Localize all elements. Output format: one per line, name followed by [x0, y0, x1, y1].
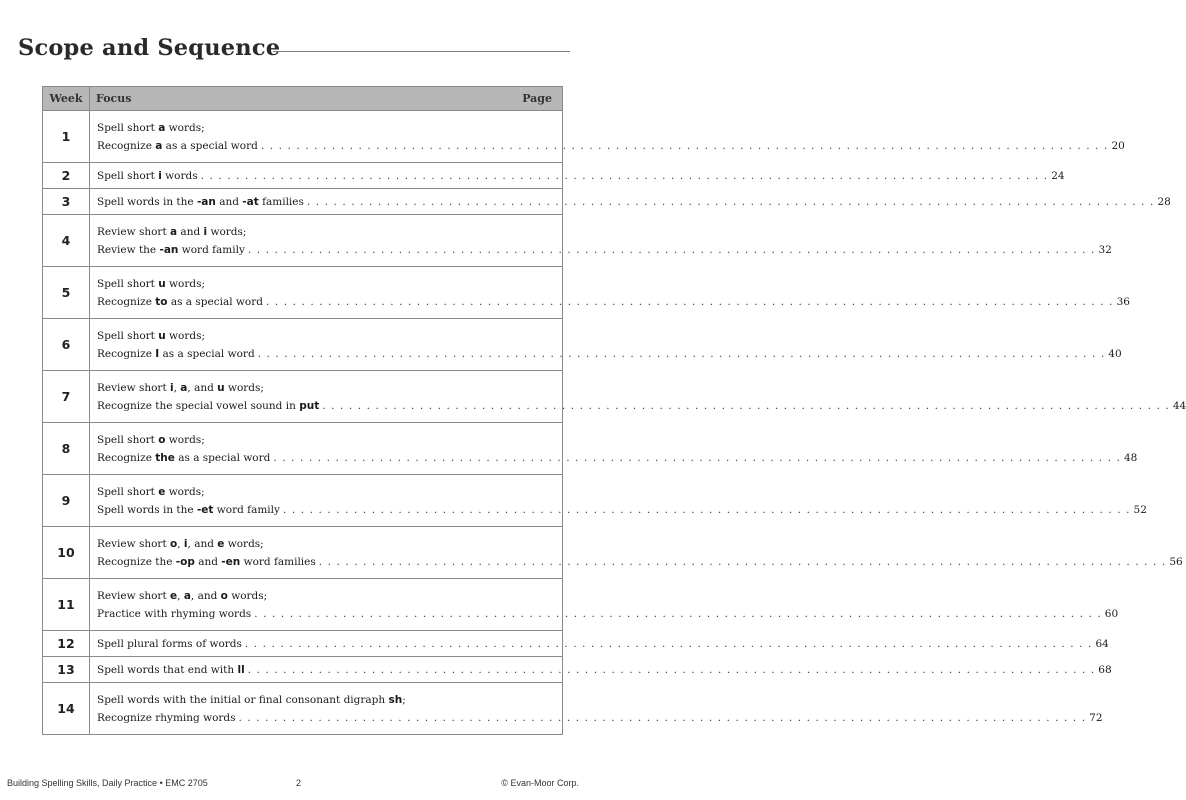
dot-leader: . . . . . . . . . . . . . . . . . . . . . . . . . . . . . . . . . . . . . . . . . . . . . . . . . . . . . . . . . . . . . . . . . . . . . . . . . . . . . . . . . . . . . . . . . . . . . . . . [254, 607, 1102, 620]
table-row [43, 527, 563, 579]
focus-text-part: Recognize [97, 139, 156, 152]
focus-text [97, 293, 263, 311]
focus-text [97, 137, 258, 155]
focus-text [97, 605, 251, 623]
focus-keyword: a [183, 589, 191, 602]
focus-cell [90, 631, 1109, 657]
focus-line [97, 275, 553, 293]
focus-line [97, 137, 1125, 155]
page-number: 32 [1098, 243, 1112, 256]
focus-keyword: o [158, 433, 166, 446]
week-number: 10 [43, 527, 90, 579]
dot-leader: . . . . . . . . . . . . . . . . . . . . . . . . . . . . . . . . . . . . . . . . . . . . . . . . . . . . . . . . . . . . . . . . . . . . . . . . . . . . . . . . . . . . . . . . . . . . . . . . [200, 169, 1049, 182]
focus-cell [90, 319, 1122, 371]
focus-text-part: Spell short [97, 433, 159, 446]
page-number: 20 [1111, 139, 1125, 152]
table-row [43, 111, 563, 163]
focus-line [97, 535, 553, 553]
focus-text-part: as a special word [174, 451, 271, 464]
focus-keyword: -at [242, 195, 259, 208]
focus-cell [90, 111, 1125, 163]
page-number: 24 [1051, 169, 1065, 182]
focus-text [97, 709, 236, 727]
focus-text-part: Spell words that end with [97, 663, 238, 676]
focus-keyword: to [155, 295, 168, 308]
focus-text-part: Review short [97, 589, 170, 602]
table-row [43, 579, 563, 631]
footer-page-number: 2 [296, 778, 302, 788]
page-number: 48 [1123, 451, 1138, 464]
focus-keyword: put [299, 399, 320, 412]
focus-keyword: e [158, 485, 166, 498]
focus-cell [90, 475, 1147, 527]
focus-keyword: u [158, 277, 166, 290]
focus-keyword: e [170, 589, 178, 602]
focus-text [97, 241, 245, 259]
focus-text-part: as a special word [167, 295, 263, 308]
table-row [43, 319, 563, 371]
focus-text-part: and [194, 555, 222, 568]
focus-text-part: Review short [97, 225, 170, 238]
focus-text [97, 345, 255, 363]
focus-text [97, 275, 205, 293]
week-number: 5 [43, 267, 90, 319]
focus-text-part: words; [165, 485, 205, 498]
focus-keyword: a [180, 381, 188, 394]
focus-text-part: and [177, 225, 204, 238]
table-row [43, 657, 563, 683]
focus-text [97, 587, 267, 605]
week-number: 2 [43, 163, 90, 189]
week-number: 9 [43, 475, 90, 527]
focus-text-part: words; [165, 121, 205, 134]
focus-keyword: u [217, 381, 225, 394]
focus-text [97, 327, 205, 345]
focus-text-part: Review short [97, 381, 170, 394]
focus-line [97, 483, 553, 501]
page-number: 40 [1108, 347, 1122, 360]
table-row [43, 475, 563, 527]
focus-line [97, 293, 1130, 311]
focus-text-part: words; [165, 329, 206, 342]
focus-text-part: , [177, 589, 184, 602]
header-page-label: Page [522, 92, 552, 105]
focus-keyword: ll [237, 663, 245, 676]
focus-keyword: the [155, 451, 175, 464]
focus-text-part: Spell short [97, 329, 159, 342]
focus-text-part: families [258, 195, 304, 208]
dot-leader: . . . . . . . . . . . . . . . . . . . . . . . . . . . . . . . . . . . . . . . . . . . . . . . . . . . . . . . . . . . . . . . . . . . . . . . . . . . . . . . . . . . . . . . . . . . . . . . . [265, 295, 1114, 308]
footer-left: Building Spelling Skills, Daily Practice • EMC 2705 [7, 778, 208, 788]
dot-leader: . . . . . . . . . . . . . . . . . . . . . . . . . . . . . . . . . . . . . . . . . . . . . . . . . . . . . . . . . . . . . . . . . . . . . . . . . . . . . . . . . . . . . . . . . . . . . . . . [247, 243, 1096, 256]
focus-keyword: sh [388, 693, 403, 706]
focus-keyword: o [170, 537, 178, 550]
focus-text [97, 223, 246, 241]
focus-line [97, 661, 1112, 679]
focus-text-part: , [173, 381, 181, 394]
focus-keyword: i [203, 225, 208, 238]
focus-text-part: Review short [97, 537, 170, 550]
focus-line [97, 501, 1147, 519]
table-row [43, 267, 563, 319]
focus-line [97, 167, 1065, 185]
focus-line [97, 605, 1119, 623]
focus-text [97, 691, 406, 709]
header-focus [90, 87, 563, 111]
table-row [43, 189, 563, 215]
page-number: 28 [1157, 195, 1171, 208]
focus-text [97, 167, 198, 185]
week-number: 6 [43, 319, 90, 371]
focus-text-part: Spell short [97, 121, 159, 134]
dot-leader: . . . . . . . . . . . . . . . . . . . . . . . . . . . . . . . . . . . . . . . . . . . . . . . . . . . . . . . . . . . . . . . . . . . . . . . . . . . . . . . . . . . . . . . . . . . . . . . . [257, 347, 1106, 360]
focus-line [97, 397, 1186, 415]
dot-leader: . . . . . . . . . . . . . . . . . . . . . . . . . . . . . . . . . . . . . . . . . . . . . . . . . . . . . . . . . . . . . . . . . . . . . . . . . . . . . . . . . . . . . . . . . . . . . . . . [318, 555, 1167, 568]
focus-text-part: as a special word [159, 347, 255, 360]
focus-text-part: Spell words in the [97, 195, 197, 208]
dot-leader: . . . . . . . . . . . . . . . . . . . . . . . . . . . . . . . . . . . . . . . . . . . . . . . . . . . . . . . . . . . . . . . . . . . . . . . . . . . . . . . . . . . . . . . . . . . . . . . . [244, 637, 1093, 650]
focus-keyword: -et [196, 503, 214, 516]
table-header-row [43, 87, 563, 111]
week-number: 3 [43, 189, 90, 215]
table-body [43, 111, 1186, 735]
page-number: 68 [1098, 663, 1112, 676]
table-row [43, 423, 563, 475]
focus-keyword: o [220, 589, 228, 602]
focus-text [97, 193, 304, 211]
focus-text [97, 535, 264, 553]
focus-keyword: I [155, 347, 160, 360]
focus-text-part: word family [178, 243, 245, 256]
focus-cell [90, 527, 1183, 579]
table-row [43, 215, 563, 267]
focus-text-part: Spell short [97, 277, 159, 290]
focus-text-part: , [177, 537, 184, 550]
focus-text [97, 483, 205, 501]
focus-text-part: Recognize [97, 451, 156, 464]
focus-text [97, 635, 242, 653]
focus-cell [90, 423, 1138, 475]
dot-leader: . . . . . . . . . . . . . . . . . . . . . . . . . . . . . . . . . . . . . . . . . . . . . . . . . . . . . . . . . . . . . . . . . . . . . . . . . . . . . . . . . . . . . . . . . . . . . . . . [260, 139, 1109, 152]
focus-text-part: words; [224, 381, 264, 394]
focus-text-part: Spell short [97, 169, 159, 182]
focus-line [97, 635, 1109, 653]
focus-text-part: as a special word [162, 139, 258, 152]
focus-line [97, 345, 1122, 363]
focus-text-part: words; [165, 277, 206, 290]
scope-sequence-table [42, 86, 1186, 735]
focus-line [97, 431, 553, 449]
focus-text [97, 449, 270, 467]
page-number: 44 [1172, 399, 1186, 412]
title-row [18, 32, 570, 64]
focus-text-part: words; [207, 225, 247, 238]
focus-cell [90, 163, 1065, 189]
focus-text [97, 379, 264, 397]
focus-text-part: Spell words in the [97, 503, 197, 516]
focus-text-part: and [215, 195, 243, 208]
focus-text-part: Recognize the [97, 555, 176, 568]
focus-text-part: Spell plural forms of words [97, 637, 242, 650]
focus-line [97, 691, 553, 709]
focus-keyword: i [158, 169, 162, 182]
focus-keyword: -an [159, 243, 179, 256]
focus-line [97, 193, 1171, 211]
focus-line [97, 119, 553, 137]
focus-keyword: -en [221, 555, 241, 568]
focus-text [97, 661, 245, 679]
dot-leader: . . . . . . . . . . . . . . . . . . . . . . . . . . . . . . . . . . . . . . . . . . . . . . . . . . . . . . . . . . . . . . . . . . . . . . . . . . . . . . . . . . . . . . . . . . . . . . . . [273, 451, 1121, 464]
focus-keyword: i [183, 537, 188, 550]
week-number: 7 [43, 371, 90, 423]
page-number: 52 [1133, 503, 1147, 516]
focus-text-part: Practice with rhyming words [97, 607, 252, 620]
header-focus-label: Focus [96, 92, 132, 105]
page-number: 64 [1095, 637, 1109, 650]
focus-keyword: -an [196, 195, 216, 208]
table-row [43, 683, 563, 735]
dot-leader: . . . . . . . . . . . . . . . . . . . . . . . . . . . . . . . . . . . . . . . . . . . . . . . . . . . . . . . . . . . . . . . . . . . . . . . . . . . . . . . . . . . . . . . . . . . . . . . . [238, 711, 1087, 724]
page-number: 60 [1104, 607, 1119, 620]
week-number: 4 [43, 215, 90, 267]
focus-text-part: word family [213, 503, 280, 516]
focus-line [97, 241, 1112, 259]
focus-cell [90, 657, 1112, 683]
week-number: 14 [43, 683, 90, 735]
focus-text-part: , and [187, 537, 218, 550]
focus-line [97, 587, 553, 605]
focus-cell [90, 189, 1171, 215]
focus-keyword: a [158, 121, 166, 134]
focus-text [97, 553, 316, 571]
focus-keyword: e [217, 537, 225, 550]
focus-text-part: Recognize [97, 347, 156, 360]
focus-cell [90, 215, 1112, 267]
week-number: 8 [43, 423, 90, 475]
header-week: Week [43, 87, 90, 111]
table-row [43, 631, 563, 657]
table-row [43, 163, 563, 189]
focus-keyword: i [170, 381, 174, 394]
focus-keyword: -op [175, 555, 195, 568]
page-number: 56 [1169, 555, 1183, 568]
focus-keyword: a [155, 139, 163, 152]
focus-text-part: words; [227, 589, 268, 602]
focus-text [97, 431, 205, 449]
focus-keyword: a [170, 225, 178, 238]
page-number: 72 [1089, 711, 1103, 724]
dot-leader: . . . . . . . . . . . . . . . . . . . . . . . . . . . . . . . . . . . . . . . . . . . . . . . . . . . . . . . . . . . . . . . . . . . . . . . . . . . . . . . . . . . . . . . . . . . . . . . . [247, 663, 1096, 676]
focus-cell [90, 267, 1130, 319]
title-rule [273, 51, 570, 52]
focus-text-part: Spell words with the initial or final consonant digraph [97, 693, 389, 706]
focus-text-part: , and [187, 381, 218, 394]
focus-cell [90, 579, 1119, 631]
focus-cell [90, 683, 1103, 735]
footer [0, 778, 597, 792]
focus-text-part: ; [402, 693, 406, 706]
footer-right: © Evan-Moor Corp. [501, 778, 579, 788]
focus-cell [90, 371, 1186, 423]
focus-keyword: u [158, 329, 166, 342]
focus-text-part: , and [190, 589, 221, 602]
focus-line [97, 379, 553, 397]
dot-leader: . . . . . . . . . . . . . . . . . . . . . . . . . . . . . . . . . . . . . . . . . . . . . . . . . . . . . . . . . . . . . . . . . . . . . . . . . . . . . . . . . . . . . . . . . . . . . . . . [282, 503, 1131, 516]
focus-text-part: word families [240, 555, 316, 568]
focus-text-part: words; [224, 537, 264, 550]
focus-text [97, 397, 319, 415]
focus-line [97, 553, 1183, 571]
week-number: 11 [43, 579, 90, 631]
focus-line [97, 327, 553, 345]
focus-line [97, 709, 1103, 727]
dot-leader: . . . . . . . . . . . . . . . . . . . . . . . . . . . . . . . . . . . . . . . . . . . . . . . . . . . . . . . . . . . . . . . . . . . . . . . . . . . . . . . . . . . . . . . . . . . . . . . . [322, 399, 1170, 412]
focus-text [97, 119, 205, 137]
week-number: 12 [43, 631, 90, 657]
week-number: 13 [43, 657, 90, 683]
focus-text [97, 501, 280, 519]
focus-text-part: Recognize [97, 295, 156, 308]
week-number: 1 [43, 111, 90, 163]
page-title: Scope and Sequence [18, 35, 281, 61]
focus-line [97, 449, 1138, 467]
focus-text-part: Recognize the special vowel sound in [97, 399, 300, 412]
focus-text-part: Review the [97, 243, 160, 256]
focus-text-part: Recognize rhyming words [97, 711, 236, 724]
table-row [43, 371, 563, 423]
dot-leader: . . . . . . . . . . . . . . . . . . . . . . . . . . . . . . . . . . . . . . . . . . . . . . . . . . . . . . . . . . . . . . . . . . . . . . . . . . . . . . . . . . . . . . . . . . . . . . . . [306, 195, 1155, 208]
focus-text-part: Spell short [97, 485, 159, 498]
focus-text-part: words; [165, 433, 205, 446]
focus-line [97, 223, 553, 241]
page-number: 36 [1116, 295, 1130, 308]
focus-text-part: words [161, 169, 198, 182]
